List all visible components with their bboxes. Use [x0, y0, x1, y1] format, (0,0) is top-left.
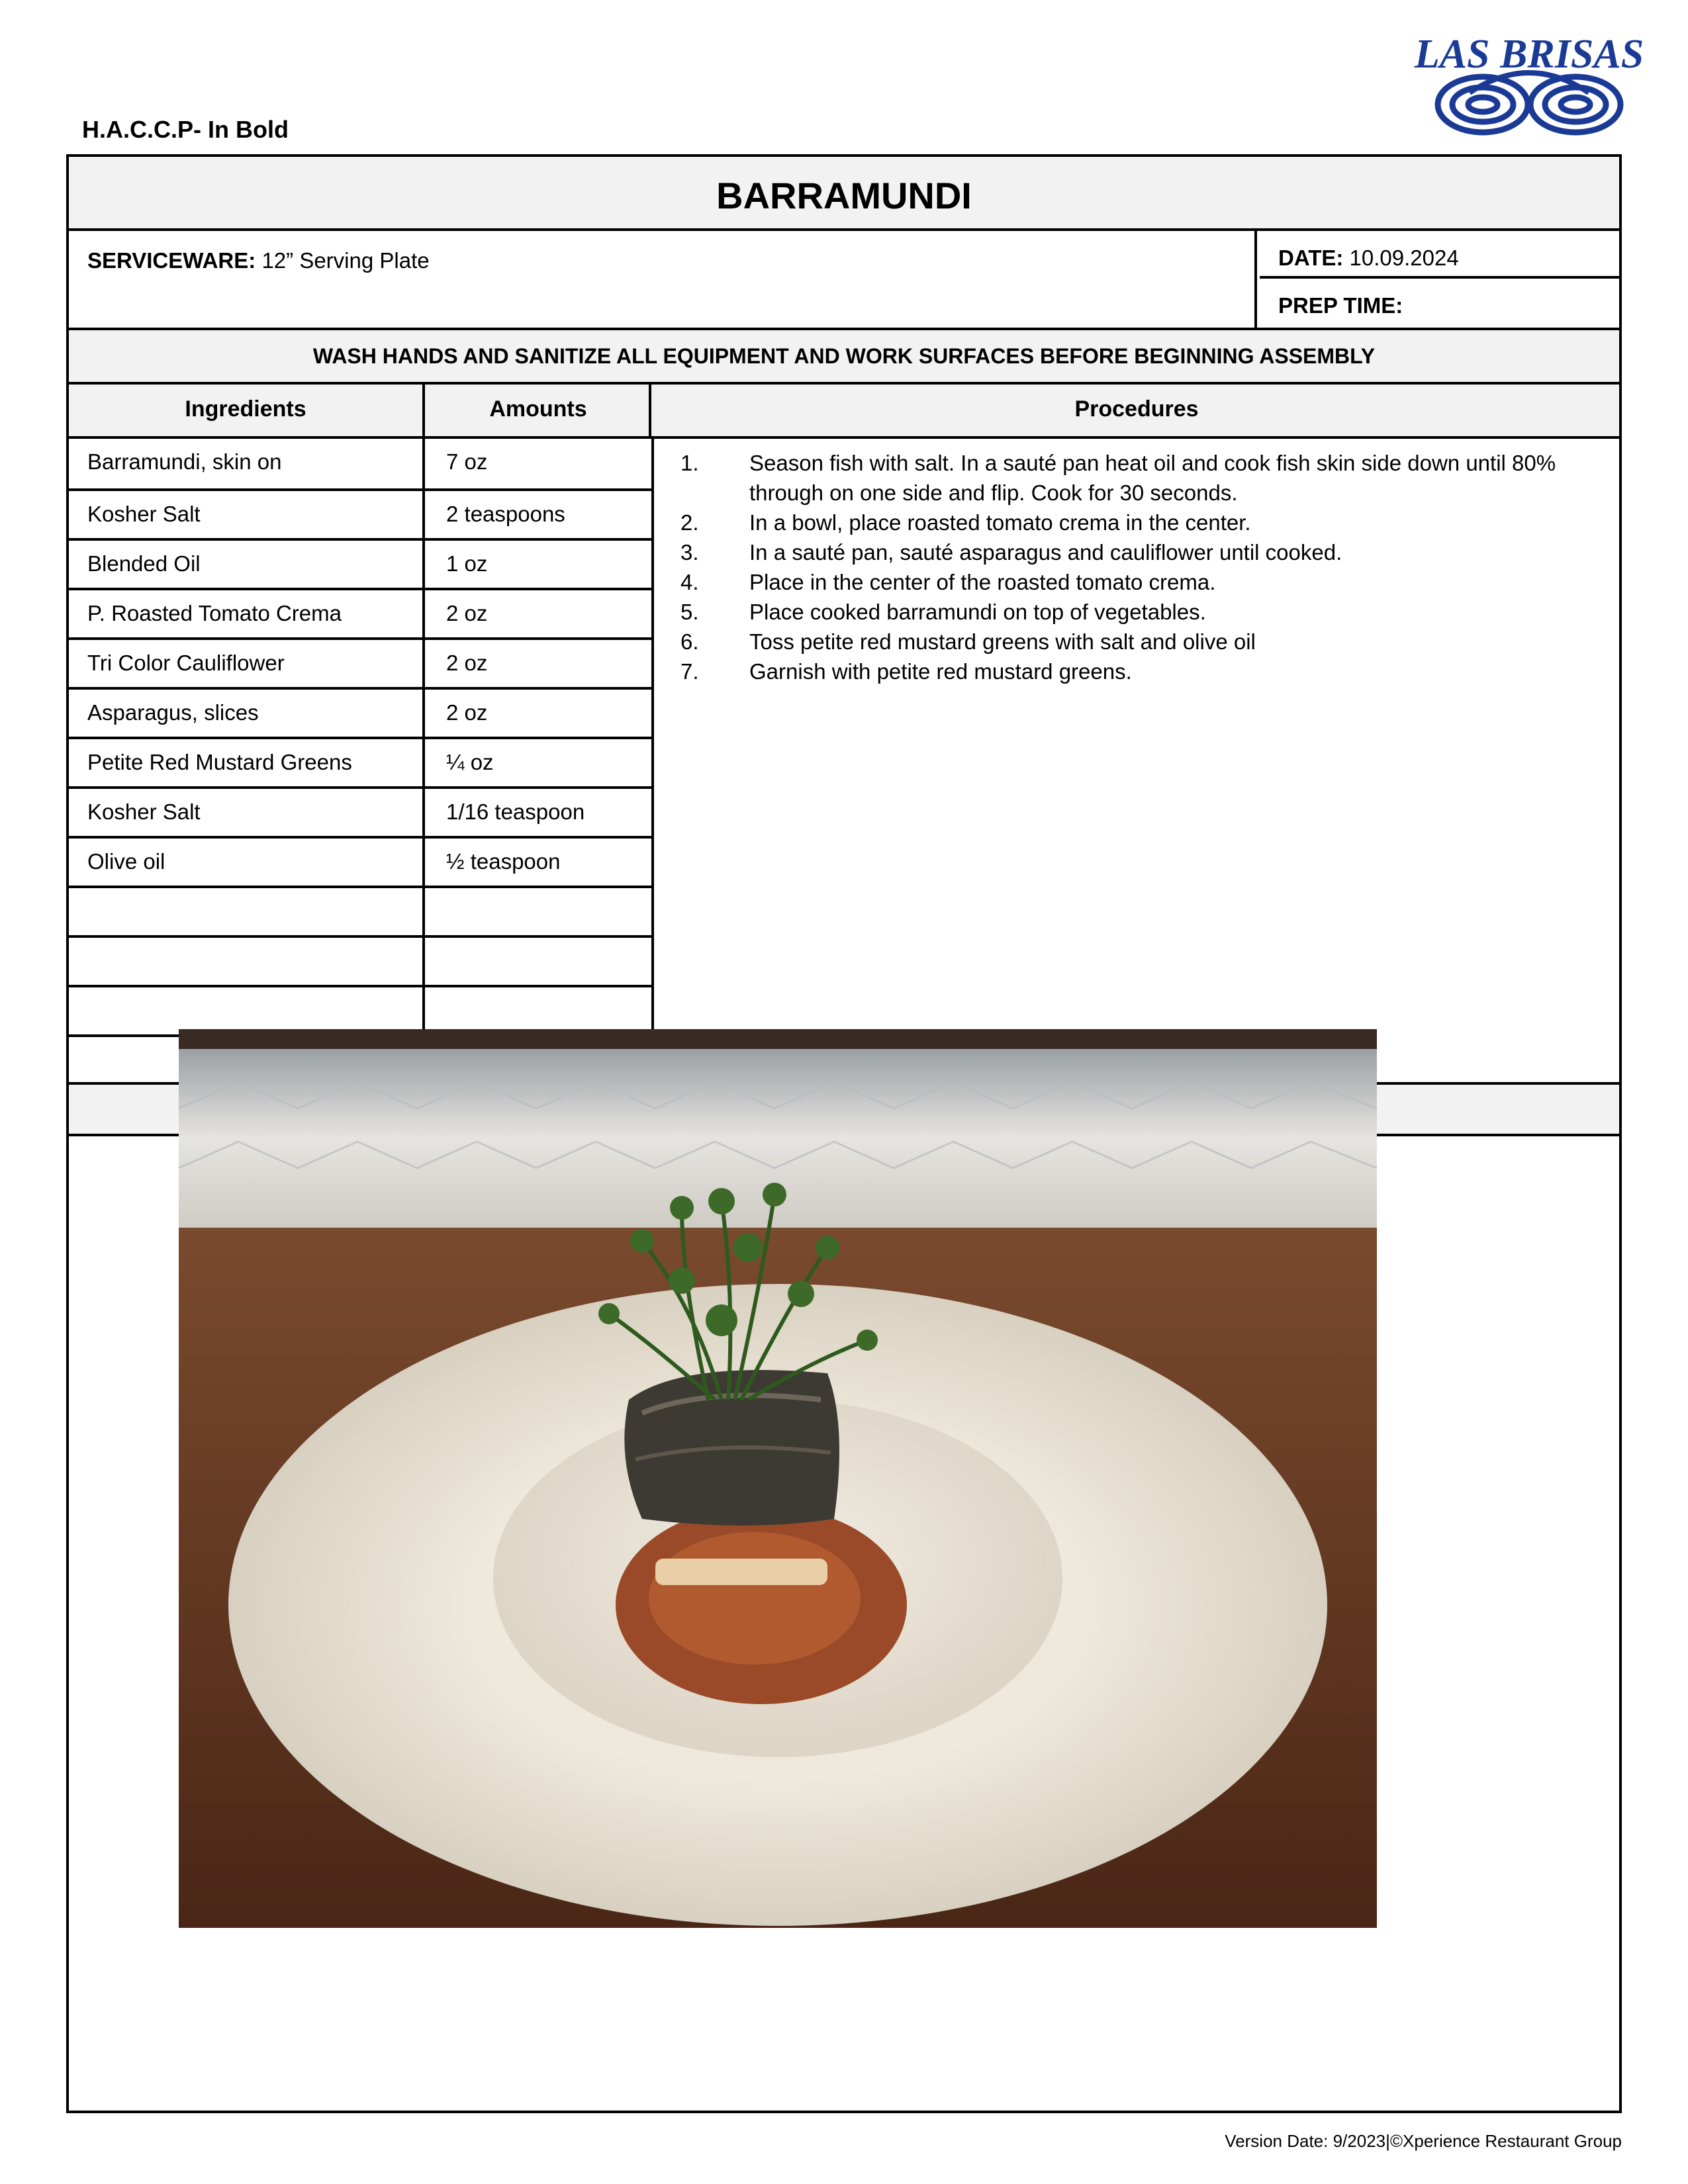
ingredient-row [69, 737, 651, 786]
ingredient-amount: 2 oz [446, 700, 488, 725]
ingredient-name [69, 987, 425, 1034]
ingredients-header: Ingredients [69, 385, 425, 436]
ingredient-amount [428, 938, 651, 985]
step-number: 7. [680, 659, 699, 684]
ingredient-row [69, 786, 651, 836]
ingredient-amount: 2 oz [446, 601, 488, 625]
ingredient-amount: 2 oz [446, 651, 488, 675]
ingredient-name: Olive oil [69, 839, 425, 886]
ingredient-row [69, 588, 651, 637]
ingredient-name: Blended Oil [69, 541, 425, 588]
ingredient-name: Barramundi, skin on [69, 439, 425, 488]
dish-photo [179, 1029, 1377, 1928]
ingredient-amount: ¼ oz [446, 750, 494, 774]
ingredient-amount: ½ teaspoon [446, 849, 561, 874]
serviceware-cell [69, 231, 1257, 328]
prep-time-cell [1260, 281, 1619, 328]
step-number: 2. [680, 510, 699, 535]
step-text: Garnish with petite red mustard greens. [749, 659, 1132, 684]
ingredient-amount: 7 oz [446, 449, 488, 474]
ingredient-row [69, 687, 651, 737]
serviceware-label: SERVICEWARE: [87, 248, 256, 273]
date-value: 10.09.2024 [1349, 246, 1459, 270]
serviceware-row [69, 231, 1619, 330]
ingredient-row [69, 886, 651, 935]
date-label: DATE: [1278, 246, 1344, 270]
wash-hands-banner [69, 330, 1619, 385]
step-number: 1. [680, 451, 699, 475]
step-number: 5. [680, 600, 699, 624]
ingredient-row [69, 836, 651, 886]
prep-time-label: PREP TIME: [1278, 293, 1403, 318]
step-text: Toss petite red mustard greens with salt and olive oil [749, 629, 1256, 654]
ingredient-name: Kosher Salt [69, 491, 425, 538]
recipe-title: BARRAMUNDI [716, 175, 972, 216]
las-brisas-logo [1414, 26, 1644, 146]
ingredient-amount [428, 888, 651, 935]
ingredient-amount: 1/16 teaspoon [446, 799, 585, 824]
amounts-header: Amounts [428, 385, 651, 436]
ingredients-table [69, 439, 654, 1085]
ingredient-name: Kosher Salt [69, 789, 425, 836]
dish-photo-illustration [179, 1029, 1377, 1928]
step-text: Season fish with salt. In a sauté pan heat oil and cook fish skin side down until 80% through on one side and flip. Cook for 30 seconds. [749, 451, 1556, 505]
ingredient-amount: 2 teaspoons [446, 502, 565, 526]
procedures-list [680, 448, 1595, 686]
ingredient-name: Petite Red Mustard Greens [69, 739, 425, 786]
table-header-row [69, 385, 1619, 439]
procedures-cell [657, 439, 1619, 1085]
procedure-step [680, 448, 1595, 508]
ingredient-name: Tri Color Cauliflower [69, 640, 425, 687]
ingredient-name: P. Roasted Tomato Crema [69, 590, 425, 637]
procedure-step [680, 657, 1595, 686]
ingredient-row [69, 439, 651, 488]
svg-text:LAS BRISAS: LAS BRISAS [1414, 32, 1644, 77]
ingredient-row [69, 935, 651, 985]
ingredient-row [69, 488, 651, 538]
ingredient-name [69, 888, 425, 935]
ingredient-name: Asparagus, slices [69, 690, 425, 737]
step-text: Place cooked barramundi on top of vegetables. [749, 600, 1206, 624]
step-number: 6. [680, 629, 699, 654]
ingredient-name [69, 938, 425, 985]
haccp-note: H.A.C.C.P- In Bold [82, 116, 289, 143]
step-text: Place in the center of the roasted tomato crema. [749, 570, 1216, 594]
version-footer: Version Date: 9/2023|©Xperience Restaurant Group [1225, 2131, 1622, 2151]
step-number: 4. [680, 570, 699, 594]
ingredient-row [69, 637, 651, 687]
ingredient-row [69, 985, 651, 1034]
wash-hands-text: WASH HANDS AND SANITIZE ALL EQUIPMENT AND WORK SURFACES BEFORE BEGINNING ASSEMBLY [312, 344, 1376, 368]
step-number: 3. [680, 540, 699, 565]
title-row [69, 157, 1619, 231]
procedure-step [680, 508, 1595, 537]
procedure-step [680, 597, 1595, 627]
serviceware-value: 12” Serving Plate [261, 248, 430, 273]
step-text: In a bowl, place roasted tomato crema in the center. [749, 510, 1251, 535]
ingredient-row [69, 538, 651, 588]
date-cell [1260, 231, 1619, 279]
procedure-step [680, 567, 1595, 597]
procedures-header: Procedures [1074, 396, 1199, 422]
ingredient-amount [428, 987, 651, 1034]
step-text: In a sauté pan, sauté asparagus and cauliflower until cooked. [749, 540, 1342, 565]
ingredient-amount: 1 oz [446, 551, 488, 576]
procedure-step [680, 627, 1595, 657]
procedure-step [680, 537, 1595, 567]
